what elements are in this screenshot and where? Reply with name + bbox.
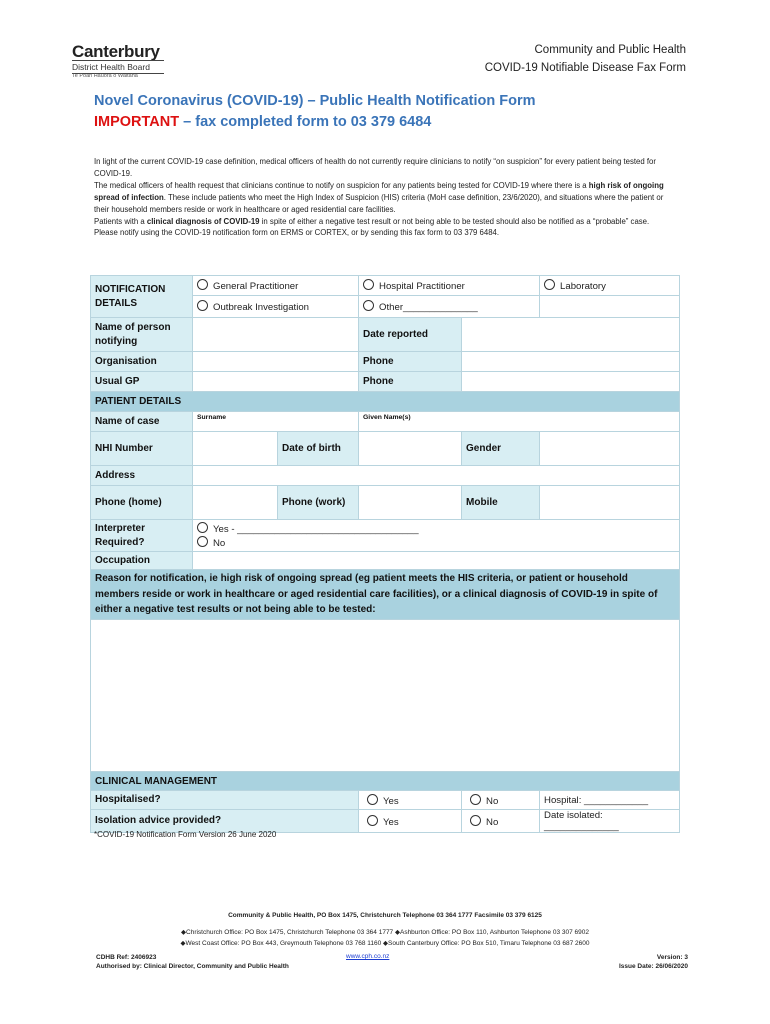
interpreter-yes-option[interactable] (197, 522, 675, 536)
important-text: – fax completed form to 03 379 6484 (179, 114, 432, 130)
date-reported-label: Date reported (359, 318, 462, 352)
phone-home-label: Phone (home) (91, 486, 193, 520)
gender-label: Gender (462, 432, 540, 466)
intro-p2-c: . These include patients who meet the High Index of Suspicion (HIS) criteria (MoH case definition, 23/6/2020), and situations where the patient or their household members reside or work in healthcare or aged residential care facilities. (94, 192, 664, 214)
radio-icon[interactable] (197, 300, 208, 311)
phone-home-field[interactable] (193, 486, 278, 520)
form-version-note: *COVID-19 Notification Form Version 26 June 2020 (94, 830, 277, 839)
address-field[interactable] (193, 466, 680, 486)
option-laboratory-label: Laboratory (560, 281, 606, 292)
option-outbreak-label: Outbreak Investigation (213, 302, 309, 313)
org-phone-label: Phone (359, 352, 462, 372)
hospitalised-no[interactable] (462, 791, 540, 810)
intro-paragraph-3 (94, 216, 680, 228)
footer-issue-date: Issue Date: 26/06/2020 (618, 963, 688, 970)
interpreter-no-option[interactable] (197, 536, 675, 550)
intro-paragraph-4: Please notify using the COVID-19 notification form on ERMS or CORTEX, or by sending this fax form to 03 379 6484. (94, 228, 500, 238)
hospitalised-no-label: No (486, 795, 499, 807)
intro-p3-c: in spite of either a negative test result or not being able to be tested should also be notified as a “probable” case. (259, 216, 650, 226)
hospitalised-yes-label: Yes (383, 795, 399, 807)
intro-p3-bold: clinical diagnosis of COVID-19 (146, 216, 260, 226)
isolation-no-label: No (486, 816, 499, 828)
hospital-field[interactable]: Hospital: ____________ (540, 791, 680, 810)
reason-field[interactable] (91, 620, 680, 772)
radio-icon[interactable] (197, 279, 208, 290)
important-word: IMPORTANT (94, 114, 180, 130)
mobile-label: Mobile (462, 486, 540, 520)
gp-phone-label: Phone (359, 372, 462, 392)
radio-icon[interactable] (367, 794, 378, 805)
radio-icon[interactable] (470, 794, 481, 805)
organisation-field[interactable] (193, 352, 359, 372)
name-of-case-label: Name of case (91, 412, 193, 432)
interpreter-no-label: No (213, 537, 226, 549)
header-org: Community and Public Health (534, 44, 686, 56)
footer-reference (96, 953, 289, 971)
org-phone-field[interactable] (462, 352, 680, 372)
intro-paragraph-2 (94, 180, 680, 216)
logo-subtitle: District Health Board (72, 60, 164, 74)
option-other-label: Other______________ (379, 302, 478, 313)
organisation-label: Organisation (91, 352, 193, 372)
intro-paragraph-1: In light of the current COVID-19 case definition, medical officers of health do not currently require clinicians to notify “on suspicion” for every patient being tested for COVID-19. (94, 157, 656, 178)
footer-ref-number: CDHB Ref: 2406923 (96, 954, 157, 961)
mobile-field[interactable] (540, 486, 680, 520)
footer-authorised: Authorised by: Clinical Director, Community and Public Health (96, 963, 289, 970)
option-outbreak[interactable] (193, 296, 359, 318)
footer-version-number: Version: 3 (656, 954, 688, 961)
usual-gp-label: Usual GP (91, 372, 193, 392)
notification-details-label: NOTIFICATION DETAILS (91, 276, 193, 318)
radio-icon[interactable] (363, 279, 374, 290)
footer-offices-1: ◆Christchurch Office: PO Box 1475, Christchurch Telephone 03 364 1777 ◆Ashburton Office: PO Box 110, Ashburton Telephone 03 307 6902 (181, 929, 589, 936)
occupation-label: Occupation (91, 552, 193, 570)
interpreter-options (193, 520, 680, 552)
intro-text (94, 156, 680, 239)
radio-icon[interactable] (470, 815, 481, 826)
radio-icon[interactable] (197, 536, 208, 547)
option-gp[interactable] (193, 276, 359, 296)
dob-field[interactable] (359, 432, 462, 466)
dob-label: Date of birth (278, 432, 359, 466)
date-isolated-field[interactable]: Date isolated: ______________ (540, 810, 680, 833)
option-gp-label: General Practitioner (213, 281, 299, 292)
isolation-no[interactable] (462, 810, 540, 833)
gender-field[interactable] (540, 432, 680, 466)
radio-icon[interactable] (363, 300, 374, 311)
footer-website-link[interactable]: www.cph.co.nz (346, 953, 390, 960)
name-notifying-field[interactable] (193, 318, 359, 352)
option-hospital[interactable] (359, 276, 540, 296)
isolation-yes[interactable] (359, 810, 462, 833)
name-notifying-label: Name of person notifying (91, 318, 193, 352)
phone-work-label: Phone (work) (278, 486, 359, 520)
radio-icon[interactable] (367, 815, 378, 826)
isolation-yes-label: Yes (383, 816, 399, 828)
intro-p3-a: Patients with a (94, 216, 147, 226)
nhi-field[interactable] (193, 432, 278, 466)
footer-main-address: Community & Public Health, PO Box 1475, Christchurch Telephone 03 364 1777 Facsimile 03 379 6125 (228, 912, 542, 919)
interpreter-label: Interpreter Required? (91, 520, 193, 552)
notification-form-table (90, 275, 680, 833)
clinical-management-heading: CLINICAL MANAGEMENT (91, 772, 680, 791)
address-label: Address (91, 466, 193, 486)
intro-p2-bold: high risk of ongoing spread of infection (94, 180, 664, 202)
hospitalised-yes[interactable] (359, 791, 462, 810)
option-hospital-label: Hospital Practitioner (379, 281, 465, 292)
empty-cell (540, 296, 680, 318)
date-reported-field[interactable] (462, 318, 680, 352)
patient-details-heading: PATIENT DETAILS (91, 392, 680, 412)
footer-offices-2: ◆West Coast Office: PO Box 443, Greymouth Telephone 03 768 1160 ◆South Canterbury Office: PO Box 510, Timaru Telephone 03 687 2600 (180, 940, 590, 947)
radio-icon[interactable] (197, 522, 208, 533)
radio-icon[interactable] (544, 279, 555, 290)
header-form-name: COVID-19 Notifiable Disease Fax Form (484, 62, 686, 74)
footer-version (619, 953, 688, 971)
isolation-label: Isolation advice provided? (91, 810, 359, 833)
interpreter-yes-label: Yes - __________________________________ (213, 523, 419, 535)
intro-p2-a: The medical officers of health request that clinicians continue to notify on suspicion for any patients being tested for COVID-19 where there is a (94, 180, 589, 190)
phone-work-field[interactable] (359, 486, 462, 520)
nhi-label: NHI Number (91, 432, 193, 466)
occupation-field[interactable] (193, 552, 680, 570)
usual-gp-field[interactable] (193, 372, 359, 392)
surname-field[interactable]: Surname (193, 412, 359, 432)
reason-heading: Reason for notification, ie high risk of ongoing spread (eg patient meets the HIS criteria, or patient or household members reside or work in healthcare or aged residential care facilities), or a clinical diagnosis of COVID-19 in spite of either a negative test results or not being able to be tested: (91, 570, 680, 620)
option-laboratory[interactable] (540, 276, 680, 296)
given-names-field[interactable]: Given Name(s) (359, 412, 680, 432)
option-other[interactable] (359, 296, 540, 318)
important-line (94, 114, 431, 130)
logo-maori-text: Te Poari Hauora ō Waitaha (72, 73, 138, 79)
gp-phone-field[interactable] (462, 372, 680, 392)
page-title: Novel Coronavirus (COVID-19) – Public Health Notification Form (94, 93, 536, 109)
hospitalised-label: Hospitalised? (91, 791, 359, 810)
logo-title: Canterbury (72, 42, 160, 61)
